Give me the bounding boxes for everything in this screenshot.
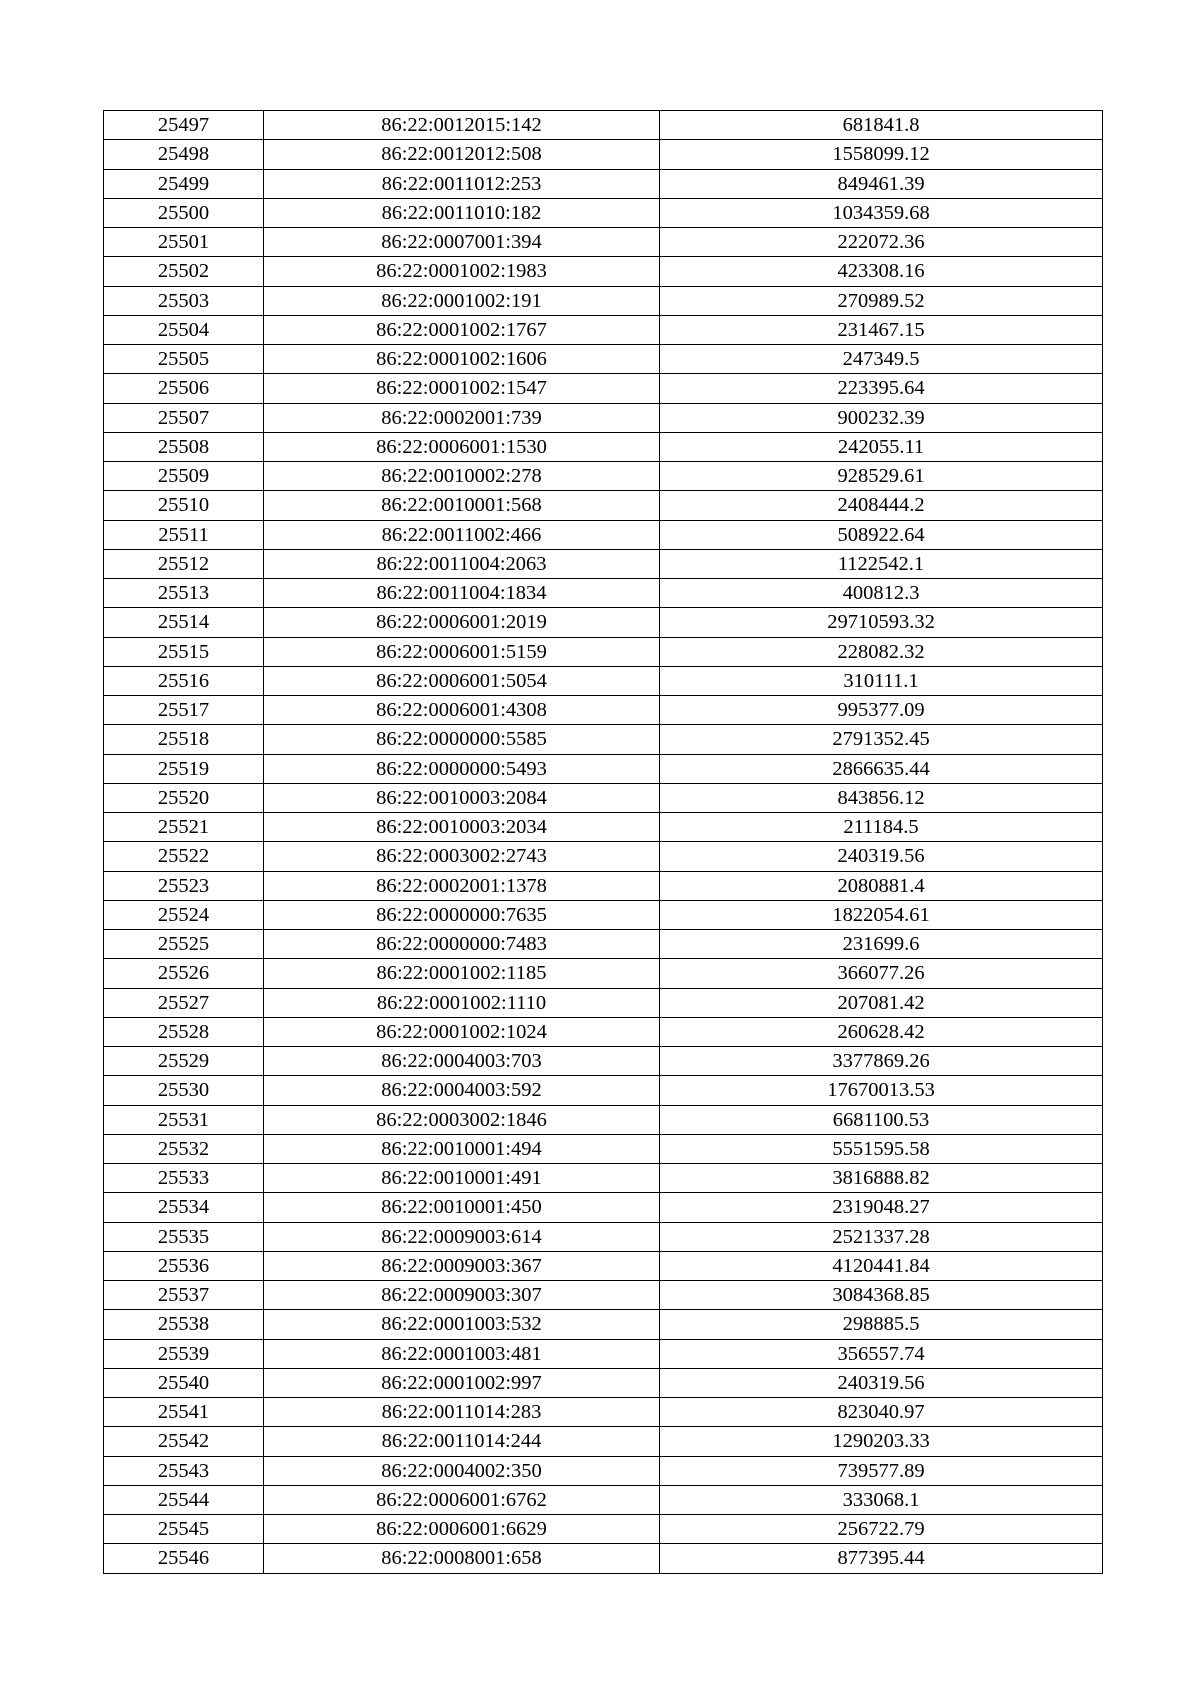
row-number-cell: 25530 [104, 1076, 264, 1105]
row-number-cell: 25529 [104, 1047, 264, 1076]
row-number-cell: 25497 [104, 111, 264, 140]
row-number-cell: 25544 [104, 1485, 264, 1514]
cadastral-value-cell: 400812.3 [660, 579, 1103, 608]
row-number-cell: 25512 [104, 549, 264, 578]
row-number-cell: 25500 [104, 198, 264, 227]
cadastral-value-cell: 877395.44 [660, 1544, 1103, 1573]
table-row [104, 1076, 1103, 1105]
row-number-cell: 25532 [104, 1134, 264, 1163]
table-row [104, 1339, 1103, 1368]
cadastral-value-cell: 849461.39 [660, 169, 1103, 198]
row-number-cell: 25520 [104, 783, 264, 812]
cadastral-value-cell: 1122542.1 [660, 549, 1103, 578]
cadastral-value-cell: 2319048.27 [660, 1193, 1103, 1222]
cadastral-value-cell: 508922.64 [660, 520, 1103, 549]
row-number-cell: 25510 [104, 491, 264, 520]
row-number-cell: 25505 [104, 345, 264, 374]
row-number-cell: 25503 [104, 286, 264, 315]
cadastral-number-cell: 86:22:0008001:658 [264, 1544, 660, 1573]
cadastral-value-cell: 681841.8 [660, 111, 1103, 140]
cadastral-value-cell: 231467.15 [660, 315, 1103, 344]
cadastral-value-cell: 2408444.2 [660, 491, 1103, 520]
table-row [104, 1456, 1103, 1485]
cadastral-number-cell: 86:22:0010003:2084 [264, 783, 660, 812]
table-row [104, 1047, 1103, 1076]
row-number-cell: 25523 [104, 871, 264, 900]
row-number-cell: 25518 [104, 725, 264, 754]
cadastral-number-cell: 86:22:0001002:1185 [264, 959, 660, 988]
cadastral-number-cell: 86:22:0001002:1983 [264, 257, 660, 286]
cadastral-number-cell: 86:22:0012012:508 [264, 140, 660, 169]
cadastral-value-cell: 298885.5 [660, 1310, 1103, 1339]
table-row [104, 1515, 1103, 1544]
table-row [104, 959, 1103, 988]
table-row [104, 1164, 1103, 1193]
table-row [104, 754, 1103, 783]
cadastral-number-cell: 86:22:0003002:2743 [264, 842, 660, 871]
cadastral-value-cell: 242055.11 [660, 432, 1103, 461]
cadastral-value-cell: 228082.32 [660, 637, 1103, 666]
cadastral-number-cell: 86:22:0001002:1024 [264, 1017, 660, 1046]
cadastral-number-cell: 86:22:0010001:491 [264, 1164, 660, 1193]
table-row [104, 930, 1103, 959]
table-row [104, 549, 1103, 578]
cadastral-number-cell: 86:22:0009003:367 [264, 1251, 660, 1280]
row-number-cell: 25536 [104, 1251, 264, 1280]
row-number-cell: 25514 [104, 608, 264, 637]
table-row [104, 666, 1103, 695]
cadastral-number-cell: 86:22:0006001:6762 [264, 1485, 660, 1514]
cadastral-value-cell: 222072.36 [660, 228, 1103, 257]
row-number-cell: 25511 [104, 520, 264, 549]
row-number-cell: 25526 [104, 959, 264, 988]
cadastral-number-cell: 86:22:0011004:1834 [264, 579, 660, 608]
cadastral-value-cell: 2791352.45 [660, 725, 1103, 754]
row-number-cell: 25539 [104, 1339, 264, 1368]
table-row [104, 1222, 1103, 1251]
row-number-cell: 25516 [104, 666, 264, 695]
cadastral-number-cell: 86:22:0006001:5054 [264, 666, 660, 695]
cadastral-number-cell: 86:22:0009003:614 [264, 1222, 660, 1251]
cadastral-number-cell: 86:22:0011014:244 [264, 1427, 660, 1456]
row-number-cell: 25502 [104, 257, 264, 286]
table-row [104, 228, 1103, 257]
cadastral-number-cell: 86:22:0001002:997 [264, 1368, 660, 1397]
cadastral-number-cell: 86:22:0011010:182 [264, 198, 660, 227]
table-row [104, 1310, 1103, 1339]
cadastral-value-cell: 2866635.44 [660, 754, 1103, 783]
row-number-cell: 25519 [104, 754, 264, 783]
row-number-cell: 25498 [104, 140, 264, 169]
cadastral-value-cell: 29710593.32 [660, 608, 1103, 637]
cadastral-value-cell: 260628.42 [660, 1017, 1103, 1046]
cadastral-value-cell: 310111.1 [660, 666, 1103, 695]
cadastral-value-cell: 333068.1 [660, 1485, 1103, 1514]
cadastral-number-cell: 86:22:0001002:191 [264, 286, 660, 315]
cadastral-value-cell: 423308.16 [660, 257, 1103, 286]
cadastral-value-cell: 3084368.85 [660, 1281, 1103, 1310]
cadastral-value-cell: 900232.39 [660, 403, 1103, 432]
cadastral-value-cell: 240319.56 [660, 842, 1103, 871]
table-body [104, 111, 1103, 1574]
cadastral-value-cell: 207081.42 [660, 988, 1103, 1017]
cadastral-number-cell: 86:22:0006001:1530 [264, 432, 660, 461]
row-number-cell: 25507 [104, 403, 264, 432]
row-number-cell: 25542 [104, 1427, 264, 1456]
cadastral-value-cell: 843856.12 [660, 783, 1103, 812]
cadastral-number-cell: 86:22:0001002:1767 [264, 315, 660, 344]
cadastral-value-cell: 356557.74 [660, 1339, 1103, 1368]
cadastral-number-cell: 86:22:0010002:278 [264, 462, 660, 491]
cadastral-value-cell: 211184.5 [660, 813, 1103, 842]
table-row [104, 111, 1103, 140]
table-row [104, 1281, 1103, 1310]
table-row [104, 432, 1103, 461]
row-number-cell: 25513 [104, 579, 264, 608]
table-row [104, 1017, 1103, 1046]
row-number-cell: 25531 [104, 1105, 264, 1134]
cadastral-number-cell: 86:22:0006001:6629 [264, 1515, 660, 1544]
table-row [104, 315, 1103, 344]
cadastral-number-cell: 86:22:0002001:1378 [264, 871, 660, 900]
cadastral-number-cell: 86:22:0001002:1110 [264, 988, 660, 1017]
cadastral-value-cell: 240319.56 [660, 1368, 1103, 1397]
row-number-cell: 25537 [104, 1281, 264, 1310]
row-number-cell: 25534 [104, 1193, 264, 1222]
cadastral-number-cell: 86:22:0006001:4308 [264, 696, 660, 725]
row-number-cell: 25509 [104, 462, 264, 491]
cadastral-number-cell: 86:22:0000000:5493 [264, 754, 660, 783]
cadastral-value-cell: 1558099.12 [660, 140, 1103, 169]
cadastral-number-cell: 86:22:0000000:7483 [264, 930, 660, 959]
cadastral-value-cell: 4120441.84 [660, 1251, 1103, 1280]
table-row [104, 813, 1103, 842]
row-number-cell: 25543 [104, 1456, 264, 1485]
cadastral-value-cell: 928529.61 [660, 462, 1103, 491]
cadastral-value-cell: 2521337.28 [660, 1222, 1103, 1251]
table-row [104, 169, 1103, 198]
cadastral-value-cell: 231699.6 [660, 930, 1103, 959]
table-row [104, 520, 1103, 549]
row-number-cell: 25538 [104, 1310, 264, 1339]
table-row [104, 725, 1103, 754]
cadastral-number-cell: 86:22:0004003:592 [264, 1076, 660, 1105]
table-row [104, 1485, 1103, 1514]
cadastral-number-cell: 86:22:0011014:283 [264, 1398, 660, 1427]
table-row [104, 1105, 1103, 1134]
table-row [104, 1427, 1103, 1456]
cadastral-value-cell: 1290203.33 [660, 1427, 1103, 1456]
row-number-cell: 25501 [104, 228, 264, 257]
cadastral-value-table [103, 110, 1103, 1574]
cadastral-number-cell: 86:22:0001002:1547 [264, 374, 660, 403]
table-row [104, 696, 1103, 725]
row-number-cell: 25527 [104, 988, 264, 1017]
row-number-cell: 25545 [104, 1515, 264, 1544]
cadastral-number-cell: 86:22:0007001:394 [264, 228, 660, 257]
row-number-cell: 25522 [104, 842, 264, 871]
table-row [104, 403, 1103, 432]
cadastral-number-cell: 86:22:0011012:253 [264, 169, 660, 198]
cadastral-value-cell: 270989.52 [660, 286, 1103, 315]
row-number-cell: 25517 [104, 696, 264, 725]
table-row [104, 1398, 1103, 1427]
cadastral-value-cell: 17670013.53 [660, 1076, 1103, 1105]
table-row [104, 637, 1103, 666]
table-row [104, 988, 1103, 1017]
cadastral-number-cell: 86:22:0010001:450 [264, 1193, 660, 1222]
table-row [104, 1544, 1103, 1573]
cadastral-number-cell: 86:22:0010001:568 [264, 491, 660, 520]
table-row [104, 1368, 1103, 1397]
table-row [104, 1193, 1103, 1222]
row-number-cell: 25546 [104, 1544, 264, 1573]
row-number-cell: 25533 [104, 1164, 264, 1193]
row-number-cell: 25508 [104, 432, 264, 461]
table-row [104, 286, 1103, 315]
cadastral-number-cell: 86:22:0003002:1846 [264, 1105, 660, 1134]
table-row [104, 871, 1103, 900]
cadastral-value-cell: 3377869.26 [660, 1047, 1103, 1076]
cadastral-number-cell: 86:22:0011004:2063 [264, 549, 660, 578]
row-number-cell: 25506 [104, 374, 264, 403]
cadastral-value-cell: 2080881.4 [660, 871, 1103, 900]
cadastral-number-cell: 86:22:0004002:350 [264, 1456, 660, 1485]
cadastral-number-cell: 86:22:0010001:494 [264, 1134, 660, 1163]
cadastral-value-cell: 1822054.61 [660, 900, 1103, 929]
cadastral-value-cell: 3816888.82 [660, 1164, 1103, 1193]
cadastral-value-cell: 366077.26 [660, 959, 1103, 988]
table-row [104, 1134, 1103, 1163]
cadastral-number-cell: 86:22:0011002:466 [264, 520, 660, 549]
table-row [104, 345, 1103, 374]
cadastral-value-cell: 6681100.53 [660, 1105, 1103, 1134]
table-row [104, 842, 1103, 871]
table-row [104, 1251, 1103, 1280]
cadastral-value-cell: 256722.79 [660, 1515, 1103, 1544]
cadastral-value-cell: 995377.09 [660, 696, 1103, 725]
cadastral-number-cell: 86:22:0006001:2019 [264, 608, 660, 637]
row-number-cell: 25521 [104, 813, 264, 842]
row-number-cell: 25515 [104, 637, 264, 666]
cadastral-number-cell: 86:22:0000000:7635 [264, 900, 660, 929]
row-number-cell: 25524 [104, 900, 264, 929]
cadastral-value-cell: 247349.5 [660, 345, 1103, 374]
row-number-cell: 25525 [104, 930, 264, 959]
cadastral-value-cell: 223395.64 [660, 374, 1103, 403]
table-row [104, 374, 1103, 403]
table-row [104, 900, 1103, 929]
cadastral-number-cell: 86:22:0006001:5159 [264, 637, 660, 666]
cadastral-number-cell: 86:22:0009003:307 [264, 1281, 660, 1310]
cadastral-value-cell: 739577.89 [660, 1456, 1103, 1485]
cadastral-number-cell: 86:22:0004003:703 [264, 1047, 660, 1076]
cadastral-number-cell: 86:22:0001002:1606 [264, 345, 660, 374]
cadastral-number-cell: 86:22:0000000:5585 [264, 725, 660, 754]
cadastral-number-cell: 86:22:0012015:142 [264, 111, 660, 140]
cadastral-value-cell: 823040.97 [660, 1398, 1103, 1427]
table-row [104, 462, 1103, 491]
cadastral-number-cell: 86:22:0010003:2034 [264, 813, 660, 842]
table-row [104, 257, 1103, 286]
row-number-cell: 25504 [104, 315, 264, 344]
row-number-cell: 25541 [104, 1398, 264, 1427]
table-row [104, 783, 1103, 812]
row-number-cell: 25499 [104, 169, 264, 198]
table-row [104, 491, 1103, 520]
row-number-cell: 25535 [104, 1222, 264, 1251]
table-row [104, 140, 1103, 169]
cadastral-number-cell: 86:22:0001003:481 [264, 1339, 660, 1368]
row-number-cell: 25540 [104, 1368, 264, 1397]
cadastral-number-cell: 86:22:0002001:739 [264, 403, 660, 432]
cadastral-number-cell: 86:22:0001003:532 [264, 1310, 660, 1339]
row-number-cell: 25528 [104, 1017, 264, 1046]
cadastral-value-cell: 5551595.58 [660, 1134, 1103, 1163]
table-row [104, 608, 1103, 637]
table-row [104, 579, 1103, 608]
cadastral-value-cell: 1034359.68 [660, 198, 1103, 227]
table-row [104, 198, 1103, 227]
